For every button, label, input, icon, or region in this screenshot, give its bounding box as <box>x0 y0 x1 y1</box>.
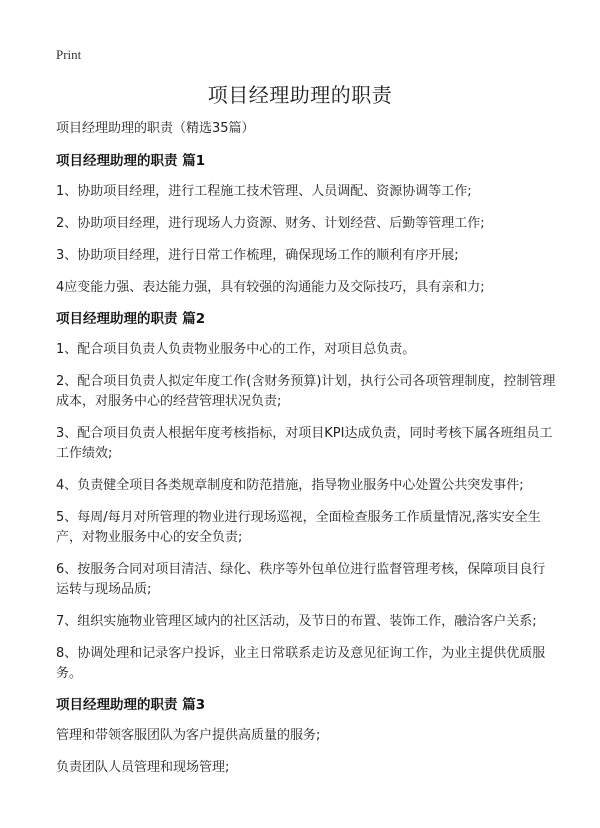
paragraph: 5、每周/每月对所管理的物业进行现场巡视，全面检查服务工作质量情况,落实安全生产，对物业服务中心的安全负责; <box>56 510 541 545</box>
section-1 <box>56 152 556 298</box>
paragraph: 1、配合项目负责人负责物业服务中心的工作，对项目总负责。 <box>56 342 416 357</box>
section-heading: 项目经理助理的职责 篇3 <box>56 697 206 713</box>
document-subtitle: 项目经理助理的职责（精选35篇） <box>56 121 255 136</box>
document-body <box>56 120 556 790</box>
paragraph: 7、组织实施物业管理区域内的社区活动，及节日的布置、装饰工作，融洽客户关系; <box>56 614 537 629</box>
page-title: 项目经理助理的职责 <box>207 83 393 107</box>
paragraph: 4、负责健全项目各类规章制度和防范措施，指导物业服务中心处置公共突发事件; <box>56 478 524 493</box>
paragraph: 3、配合项目负责人根据年度考核指标，对项目KPI达成负责，同时考核下属各班组员工工作绩效; <box>56 426 553 461</box>
paragraph: 6、按服务合同对项目清洁、绿化、秩序等外包单位进行监督管理考核，保障项目良行运转与现场品质; <box>56 562 546 597</box>
paragraph: 2、配合项目负责人拟定年度工作(含财务预算)计划，执行公司各项管理制度，控制管理成本，对服务中心的经营管理状况负责; <box>56 374 556 409</box>
paragraph: 2、协助项目经理，进行现场人力资源、财务、计划经营、后勤等管理工作; <box>56 216 485 231</box>
section-heading: 项目经理助理的职责 篇1 <box>56 153 206 169</box>
paragraph: 8、协调处理和记录客户投诉，业主日常联系走访及意见征询工作，为业主提供优质服务。 <box>56 646 546 681</box>
print-link[interactable]: Print <box>56 47 82 62</box>
paragraph: 负责团队人员管理和现场管理; <box>56 760 230 775</box>
section-3 <box>56 696 556 778</box>
paragraph: 3、协助项目经理，进行日常工作梳理，确保现场工作的顺利有序开展; <box>56 248 459 263</box>
section-heading: 项目经理助理的职责 篇2 <box>56 311 206 327</box>
paragraph: 4应变能力强、表达能力强，具有较强的沟通能力及交际技巧，具有亲和力; <box>56 280 485 295</box>
section-2 <box>56 310 556 684</box>
paragraph: 管理和带领客服团队为客户提供高质量的服务; <box>56 728 321 743</box>
paragraph: 1、协助项目经理，进行工程施工技术管理、人员调配、资源协调等工作; <box>56 184 472 199</box>
